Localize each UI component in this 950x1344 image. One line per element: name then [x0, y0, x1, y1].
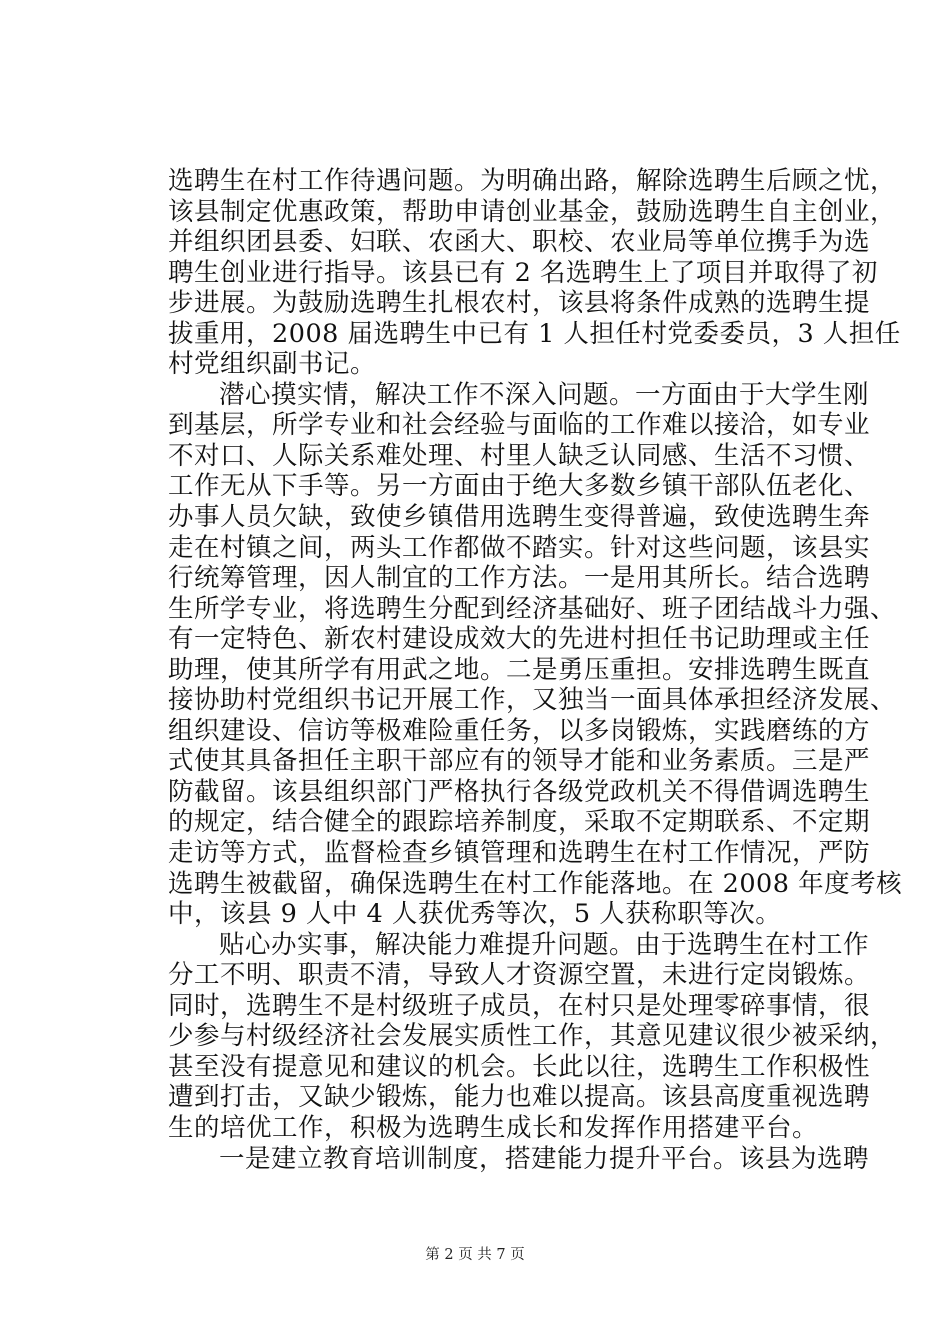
text-line: 行统筹管理，因人制宜的工作方法。一是用其所长。结合选聘: [168, 563, 871, 594]
text-line: 选聘生在村工作待遇问题。为明确出路，解除选聘生后顾之忧，: [168, 166, 897, 196]
text-line: 工作无从下手等。另一方面由于绝大多数乡镇干部队伍老化、: [168, 471, 871, 502]
page-footer: 第 2 页 共 7 页: [425, 1247, 525, 1263]
text-line: 有一定特色、新农村建设成效大的先进村担任书记助理或主任: [168, 624, 871, 655]
text-line: 助理，使其所学有用武之地。二是勇压重担。安排选聘生既直: [168, 654, 871, 685]
text-line: 式使其具备担任主职干部应有的领导才能和业务素质。三是严: [168, 746, 871, 777]
text-line: 的规定，结合健全的跟踪培养制度，采取不定期联系、不定期: [168, 807, 871, 838]
text-line: 组织建设、信访等极难险重任务，以多岗锻炼，实践磨练的方: [168, 715, 871, 746]
paragraph: [168, 379, 903, 930]
text-line: 遭到打击，又缺少锻炼，能力也难以提高。该县高度重视选聘: [168, 1082, 871, 1113]
text-line: 同时，选聘生不是村级班子成员，在村只是处理零碎事情，很: [168, 990, 871, 1021]
text-line: 拔重用，2008 届选聘生中已有 1 人担任村党委委员，3 人担任: [168, 318, 901, 349]
paragraph: [168, 929, 897, 1144]
text-line: 到基层，所学专业和社会经验与面临的工作难以接洽，如专业: [168, 410, 871, 441]
text-line: 防截留。该县组织部门严格执行各级党政机关不得借调选聘生: [168, 776, 871, 807]
text-line: 分工不明、职责不清，导致人才资源空置，未进行定岗锻炼。: [168, 960, 871, 991]
paragraph: [168, 1143, 870, 1175]
text-line: 走访等方式，监督检查乡镇管理和选聘生在村工作情况，严防: [168, 838, 871, 869]
text-line: 生的培优工作，积极为选聘生成长和发挥作用搭建平台。: [168, 1112, 819, 1143]
text-line: 不对口、人际关系难处理、村里人缺乏认同感、生活不习惯、: [168, 440, 871, 471]
text-line: 少参与村级经济社会发展实质性工作，其意见建议很少被采纳，: [168, 1021, 897, 1052]
text-line: 选聘生被截留，确保选聘生在村工作能落地。在 2008 年度考核: [168, 868, 903, 899]
text-line: 中，该县 9 人中 4 人获优秀等次，5 人获称职等次。: [168, 899, 782, 930]
text-line: 该县制定优惠政策，帮助申请创业基金，鼓励选聘生自主创业，: [168, 196, 897, 227]
document-body: [168, 166, 903, 1174]
text-line: 聘生创业进行指导。该县已有 2 名选聘生上了项目并取得了初: [168, 257, 878, 288]
text-line: 一是建立教育培训制度，搭建能力提升平台。该县为选聘: [219, 1143, 870, 1174]
text-line: 潜心摸实情，解决工作不深入问题。一方面由于大学生刚: [219, 379, 870, 410]
text-line: 生所学专业，将选聘生分配到经济基础好、班子团结战斗力强、: [168, 593, 897, 624]
text-line: 走在村镇之间，两头工作都做不踏实。针对这些问题，该县实: [168, 532, 871, 563]
text-line: 办事人员欠缺，致使乡镇借用选聘生变得普遍，致使选聘生奔: [168, 502, 871, 533]
text-line: 甚至没有提意见和建议的机会。长此以往，选聘生工作积极性: [168, 1051, 871, 1082]
text-line: 并组织团县委、妇联、农函大、职校、农业局等单位携手为选: [168, 227, 871, 258]
text-line: 村党组织副书记。: [168, 349, 377, 380]
paragraph: [168, 166, 901, 380]
text-line: 接协助村党组织书记开展工作，又独当一面具体承担经济发展、: [168, 685, 897, 716]
text-line: 贴心办实事，解决能力难提升问题。由于选聘生在村工作: [219, 929, 870, 960]
text-line: 步进展。为鼓励选聘生扎根农村，该县将条件成熟的选聘生提: [168, 288, 871, 319]
